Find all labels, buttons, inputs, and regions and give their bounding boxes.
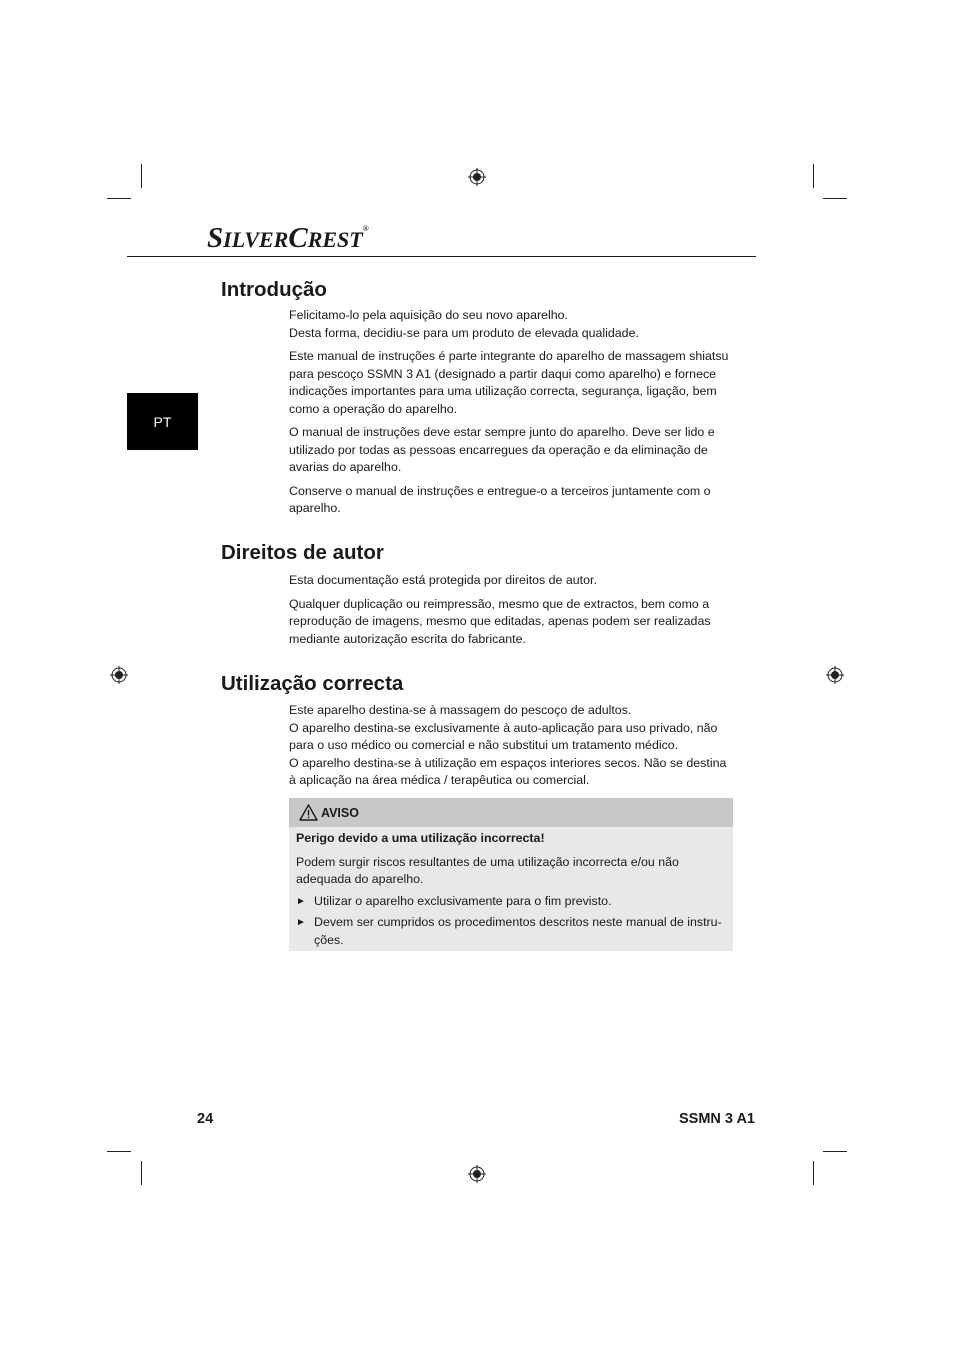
logo-letters: ILVER (223, 227, 289, 252)
warning-label: AVISO (321, 805, 359, 820)
text-line: Qualquer duplicação ou reimpressão, mesmo que de extractos, bem como a (289, 596, 710, 611)
registration-mark-icon (468, 168, 486, 186)
text-line: Podem surgir riscos resultantes de uma utilização incorrecta e/ou não (296, 854, 679, 869)
crop-mark (107, 198, 131, 199)
paragraph (289, 424, 739, 477)
page-number: 24 (197, 1111, 214, 1127)
warning-bullet (296, 914, 726, 949)
crop-mark (813, 164, 814, 188)
text-line: ções. (314, 932, 344, 947)
language-tab (127, 393, 198, 450)
crop-mark (813, 1161, 814, 1185)
text-line: Esta documentação está protegida por direitos de autor. (289, 573, 597, 587)
registration-mark-icon (110, 666, 128, 684)
warning-triangle-icon (299, 804, 318, 821)
text-line: à aplicação na área médica / terapêutica ou comercial. (289, 773, 590, 787)
text-line: Utilizar o aparelho exclusivamente para o fim previsto. (314, 893, 612, 908)
text-line: Conserve o manual de instruções e entregue-o a terceiros juntamente com o (289, 483, 711, 498)
model-number: SSMN 3 A1 (678, 1111, 755, 1127)
text-line: Devem ser cumpridos os procedimentos descritos neste manual de instru- (314, 915, 722, 929)
section-title-intro: Introdução (221, 278, 327, 301)
logo-letter: S (207, 222, 224, 254)
paragraph (289, 572, 739, 590)
registration-mark-icon (468, 1165, 486, 1183)
paragraph (289, 596, 739, 649)
warning-header (289, 798, 733, 827)
text-line: O manual de instruções deve estar sempre junto do aparelho. Deve ser lido e (289, 425, 715, 439)
paragraph (289, 483, 739, 518)
text-line: Este aparelho destina-se à massagem do pescoço de adultos. (289, 703, 632, 717)
text-line: Desta forma, decidiu-se para um produto de elevada qualidade. (289, 325, 639, 340)
text-line: para pescoço SSMN 3 A1 (designado a partir daqui como aparelho) e fornece (289, 366, 717, 381)
logo-letter: C (288, 222, 308, 254)
usage-body (289, 702, 739, 796)
warning-bullet (296, 893, 726, 911)
copyright-body (289, 572, 739, 654)
text-line: reprodução de imagens, mesmo que editadas, apenas podem ser realizadas (289, 614, 711, 628)
crop-mark (107, 1151, 131, 1152)
bullet-arrow-icon: ► (296, 917, 306, 928)
brand-logo (207, 222, 369, 255)
bullet-arrow-icon: ► (296, 895, 306, 907)
text-line: O aparelho destina-se à utilização em espaços interiores secos. Não se destina (289, 755, 727, 770)
paragraph (289, 348, 739, 418)
crop-mark (823, 1151, 847, 1152)
text-line: indicações importantes para uma utilização correcta, segurança, ligação, bem (289, 384, 717, 398)
warning-body (296, 830, 726, 949)
text-line: aparelho. (289, 501, 341, 515)
registered-mark: ® (362, 224, 369, 233)
language-code: PT (153, 413, 172, 430)
crop-mark (141, 164, 142, 188)
crop-mark (823, 198, 847, 199)
registration-mark-icon (826, 666, 844, 684)
text-line: Este manual de instruções é parte integrante do aparelho de massagem shiatsu (289, 349, 729, 363)
warning-heading: Perigo devido a uma utilização incorrecta! (296, 831, 545, 845)
crop-mark (141, 1161, 142, 1185)
text-line: O aparelho destina-se exclusivamente à auto-aplicação para uso privado, não (289, 720, 718, 735)
section-title-copyright: Direitos de autor (221, 541, 384, 564)
text-line: mediante autorização escrita do fabricante. (289, 631, 526, 646)
header-rule (127, 256, 756, 257)
text-line: como a operação do aparelho. (289, 401, 458, 416)
warning-text (296, 854, 726, 889)
intro-body (289, 307, 739, 524)
logo-letters: REST (307, 227, 363, 252)
paragraph (289, 307, 739, 342)
text-line: adequada do aparelho. (296, 872, 424, 886)
text-line: Felicitamo-lo pela aquisição do seu novo aparelho. (289, 308, 568, 322)
text-line: avarias do aparelho. (289, 460, 402, 474)
paragraph (289, 702, 739, 790)
section-title-usage: Utilização correcta (221, 672, 404, 695)
text-line: para o uso médico ou comercial e não substitui um tratamento médico. (289, 738, 679, 752)
text-line: utilizado por todas as pessoas encarregues da operação e da eliminação de (289, 442, 708, 457)
